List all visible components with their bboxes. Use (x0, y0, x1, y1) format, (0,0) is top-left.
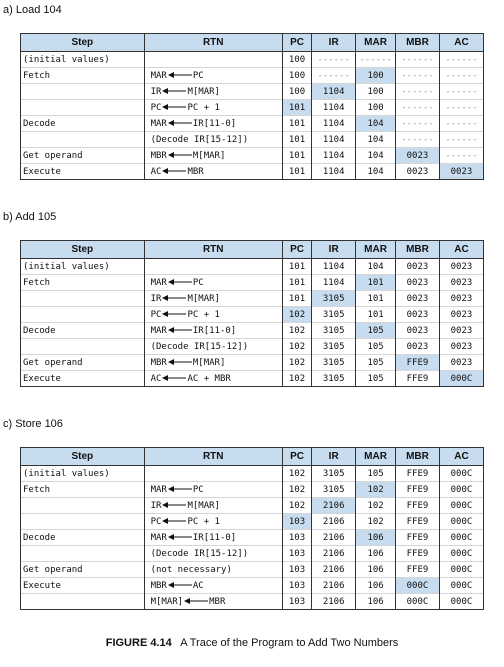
ac-cell: 0023 (439, 291, 483, 307)
header-row (21, 241, 484, 259)
ir-cell: 1104 (312, 164, 356, 180)
table-row (21, 116, 484, 132)
mbr-cell: FFE9 (395, 498, 439, 514)
ac-cell: 0023 (439, 164, 483, 180)
mar-cell: 104 (356, 148, 396, 164)
ac-cell: ------ (439, 148, 483, 164)
column-header-step: Step (21, 34, 145, 52)
ir-cell: 1104 (312, 100, 356, 116)
rtn-source: PC + 1 (187, 309, 220, 320)
column-header-mar: MAR (356, 241, 396, 259)
table-row (21, 482, 484, 498)
section-title: c) Store 106 (3, 418, 63, 430)
rtn-cell (144, 371, 282, 387)
ac-cell: 0023 (439, 275, 483, 291)
table-row (21, 148, 484, 164)
column-header-mbr: MBR (395, 34, 439, 52)
mar-cell: 104 (356, 132, 396, 148)
left-arrow-icon (168, 358, 192, 366)
rtn-cell (144, 546, 282, 562)
step-cell: Execute (21, 164, 145, 180)
step-cell: Fetch (21, 482, 145, 498)
mar-cell: ------ (356, 52, 396, 68)
mbr-cell: 0023 (395, 148, 439, 164)
rtn-cell (144, 259, 282, 275)
left-arrow-icon (162, 501, 186, 509)
rtn-source: PC (192, 70, 204, 81)
mbr-cell: 000C (395, 578, 439, 594)
pc-cell: 102 (282, 323, 311, 339)
rtn-cell (144, 323, 282, 339)
mar-cell: 106 (356, 594, 396, 610)
ir-cell: 2106 (312, 578, 356, 594)
mbr-cell: ------ (395, 68, 439, 84)
rtn-destination: IR (150, 500, 162, 511)
pc-cell: 103 (282, 546, 311, 562)
ir-cell: 2106 (312, 562, 356, 578)
table-row (21, 68, 484, 84)
left-arrow-icon (162, 310, 186, 318)
trace-table (20, 240, 484, 387)
rtn-cell (144, 291, 282, 307)
column-header-pc: PC (282, 34, 311, 52)
step-cell (21, 84, 145, 100)
mar-cell: 106 (356, 562, 396, 578)
mar-cell: 106 (356, 530, 396, 546)
step-cell: Decode (21, 530, 145, 546)
ir-cell: ------ (312, 52, 356, 68)
pc-cell: 103 (282, 562, 311, 578)
rtn-cell (144, 578, 282, 594)
left-arrow-icon (184, 597, 208, 605)
mbr-cell: FFE9 (395, 562, 439, 578)
ir-cell: 3105 (312, 466, 356, 482)
step-cell: (initial values) (21, 52, 145, 68)
mbr-cell: FFE9 (395, 482, 439, 498)
rtn-destination: AC (150, 166, 162, 177)
pc-cell: 100 (282, 68, 311, 84)
mbr-cell: ------ (395, 84, 439, 100)
table-row (21, 52, 484, 68)
step-cell: Execute (21, 578, 145, 594)
table-row (21, 291, 484, 307)
rtn-cell (144, 514, 282, 530)
table-row (21, 594, 484, 610)
pc-cell: 103 (282, 530, 311, 546)
ir-cell: 2106 (312, 498, 356, 514)
column-header-mbr: MBR (395, 241, 439, 259)
step-cell (21, 594, 145, 610)
rtn-source: PC (192, 484, 204, 495)
rtn-source: PC + 1 (187, 102, 220, 113)
column-header-ir: IR (312, 34, 356, 52)
pc-cell: 101 (282, 275, 311, 291)
mbr-cell: ------ (395, 100, 439, 116)
mbr-cell: FFE9 (395, 546, 439, 562)
pc-cell: 101 (282, 132, 311, 148)
ir-cell: 3105 (312, 482, 356, 498)
table-row (21, 307, 484, 323)
step-cell: Execute (21, 371, 145, 387)
figure-caption-text: A Trace of the Program to Add Two Numbers (180, 637, 399, 649)
rtn-source: IR[11-0] (192, 532, 237, 543)
mbr-cell: ------ (395, 132, 439, 148)
mar-cell: 106 (356, 578, 396, 594)
pc-cell: 103 (282, 594, 311, 610)
mbr-cell: ------ (395, 116, 439, 132)
pc-cell: 102 (282, 371, 311, 387)
ir-cell: 1104 (312, 116, 356, 132)
ir-cell: 3105 (312, 355, 356, 371)
table-row (21, 132, 484, 148)
mar-cell: 102 (356, 482, 396, 498)
mbr-cell: 0023 (395, 291, 439, 307)
figure-number: FIGURE 4.14 (105, 637, 172, 649)
mbr-cell: 0023 (395, 339, 439, 355)
rtn-destination: MAR (150, 484, 167, 495)
left-arrow-icon (168, 119, 192, 127)
mar-cell: 104 (356, 164, 396, 180)
ir-cell: 1104 (312, 275, 356, 291)
rtn-cell (144, 594, 282, 610)
step-cell: Get operand (21, 148, 145, 164)
table-row (21, 546, 484, 562)
column-header-rtn: RTN (144, 448, 282, 466)
ac-cell: 000C (439, 371, 483, 387)
table-row (21, 530, 484, 546)
rtn-source: AC + MBR (187, 373, 231, 384)
rtn-destination: MAR (150, 118, 167, 129)
mar-cell: 101 (356, 307, 396, 323)
step-cell (21, 514, 145, 530)
rtn-cell (144, 275, 282, 291)
ac-cell: 000C (439, 498, 483, 514)
column-header-ir: IR (312, 448, 356, 466)
left-arrow-icon (162, 103, 186, 111)
ir-cell: 1104 (312, 84, 356, 100)
column-header-pc: PC (282, 448, 311, 466)
rtn-cell (144, 307, 282, 323)
left-arrow-icon (168, 278, 192, 286)
column-header-ac: AC (439, 448, 483, 466)
ac-cell: ------ (439, 132, 483, 148)
ac-cell: ------ (439, 84, 483, 100)
pc-cell: 102 (282, 355, 311, 371)
ac-cell: 000C (439, 546, 483, 562)
mar-cell: 105 (356, 323, 396, 339)
left-arrow-icon (168, 71, 192, 79)
rtn-cell (144, 116, 282, 132)
rtn-cell (144, 530, 282, 546)
section-title: a) Load 104 (3, 4, 62, 16)
step-cell (21, 307, 145, 323)
rtn-text: (Decode IR[15-12]) (150, 341, 249, 352)
rtn-destination: IR (150, 293, 162, 304)
ac-cell: ------ (439, 100, 483, 116)
table-row (21, 275, 484, 291)
mar-cell: 105 (356, 466, 396, 482)
rtn-source: PC + 1 (187, 516, 220, 527)
rtn-cell (144, 339, 282, 355)
rtn-cell (144, 148, 282, 164)
table-row (21, 339, 484, 355)
left-arrow-icon (162, 294, 186, 302)
ac-cell: 0023 (439, 323, 483, 339)
rtn-cell (144, 355, 282, 371)
ac-cell: 000C (439, 562, 483, 578)
rtn-destination: PC (150, 516, 162, 527)
rtn-destination: MAR (150, 70, 167, 81)
pc-cell: 101 (282, 291, 311, 307)
rtn-cell (144, 68, 282, 84)
mbr-cell: 0023 (395, 323, 439, 339)
table-row (21, 562, 484, 578)
rtn-destination: MAR (150, 325, 167, 336)
step-cell: (initial values) (21, 466, 145, 482)
left-arrow-icon (162, 167, 186, 175)
mar-cell: 102 (356, 514, 396, 530)
rtn-source: AC (192, 580, 204, 591)
ac-cell: 000C (439, 466, 483, 482)
rtn-cell (144, 100, 282, 116)
column-header-ir: IR (312, 241, 356, 259)
rtn-source: IR[11-0] (192, 325, 237, 336)
mbr-cell: 000C (395, 594, 439, 610)
step-cell: Get operand (21, 562, 145, 578)
step-cell (21, 339, 145, 355)
ac-cell: 0023 (439, 259, 483, 275)
ir-cell: 3105 (312, 307, 356, 323)
step-cell: Fetch (21, 275, 145, 291)
rtn-source: PC (192, 277, 204, 288)
pc-cell: 101 (282, 116, 311, 132)
step-cell: Fetch (21, 68, 145, 84)
rtn-source: MBR (209, 596, 226, 607)
left-arrow-icon (168, 581, 192, 589)
step-cell (21, 132, 145, 148)
ac-cell: 0023 (439, 339, 483, 355)
ir-cell: 3105 (312, 339, 356, 355)
column-header-step: Step (21, 241, 145, 259)
mbr-cell: 0023 (395, 307, 439, 323)
step-cell (21, 498, 145, 514)
rtn-destination: AC (150, 373, 162, 384)
ir-cell: 1104 (312, 148, 356, 164)
step-cell (21, 100, 145, 116)
ir-cell: 3105 (312, 323, 356, 339)
column-header-step: Step (21, 448, 145, 466)
pc-cell: 101 (282, 259, 311, 275)
mar-cell: 102 (356, 498, 396, 514)
rtn-cell (144, 466, 282, 482)
mar-cell: 106 (356, 546, 396, 562)
step-cell: (initial values) (21, 259, 145, 275)
ac-cell: 000C (439, 578, 483, 594)
rtn-cell (144, 84, 282, 100)
ac-cell: 000C (439, 594, 483, 610)
rtn-source: M[MAR] (187, 86, 220, 97)
column-header-rtn: RTN (144, 241, 282, 259)
trace-table (20, 447, 484, 610)
ac-cell: 000C (439, 514, 483, 530)
table-row (21, 323, 484, 339)
mbr-cell: 0023 (395, 259, 439, 275)
rtn-cell (144, 498, 282, 514)
header-row (21, 448, 484, 466)
mar-cell: 104 (356, 259, 396, 275)
rtn-destination: M[MAR] (150, 596, 184, 607)
mbr-cell: ------ (395, 52, 439, 68)
section-title: b) Add 105 (3, 211, 57, 223)
ir-cell: 1104 (312, 132, 356, 148)
left-arrow-icon (162, 374, 186, 382)
mbr-cell: FFE9 (395, 466, 439, 482)
mar-cell: 101 (356, 291, 396, 307)
rtn-destination: IR (150, 86, 162, 97)
pc-cell: 102 (282, 307, 311, 323)
rtn-cell (144, 482, 282, 498)
pc-cell: 101 (282, 148, 311, 164)
rtn-destination: MBR (150, 357, 167, 368)
table-row (21, 371, 484, 387)
ac-cell: 0023 (439, 307, 483, 323)
table-row (21, 100, 484, 116)
mbr-cell: FFE9 (395, 371, 439, 387)
ir-cell: 2106 (312, 594, 356, 610)
mar-cell: 105 (356, 355, 396, 371)
rtn-text: (not necessary) (150, 564, 232, 575)
ac-cell: ------ (439, 52, 483, 68)
ir-cell: 1104 (312, 259, 356, 275)
header-row (21, 34, 484, 52)
mar-cell: 105 (356, 339, 396, 355)
rtn-cell (144, 52, 282, 68)
ir-cell: 3105 (312, 291, 356, 307)
ir-cell: 2106 (312, 530, 356, 546)
rtn-source: M[MAR] (192, 357, 226, 368)
table-row (21, 466, 484, 482)
table-row (21, 84, 484, 100)
column-header-mar: MAR (356, 448, 396, 466)
column-header-ac: AC (439, 34, 483, 52)
left-arrow-icon (168, 326, 192, 334)
rtn-destination: MAR (150, 277, 167, 288)
step-cell (21, 291, 145, 307)
pc-cell: 102 (282, 498, 311, 514)
mar-cell: 105 (356, 371, 396, 387)
rtn-destination: MBR (150, 580, 167, 591)
mar-cell: 100 (356, 84, 396, 100)
trace-table (20, 33, 484, 180)
step-cell: Decode (21, 116, 145, 132)
mbr-cell: 0023 (395, 164, 439, 180)
rtn-text: (Decode IR[15-12]) (150, 548, 249, 559)
table-row (21, 259, 484, 275)
mar-cell: 100 (356, 100, 396, 116)
left-arrow-icon (168, 151, 192, 159)
left-arrow-icon (162, 87, 186, 95)
figure-caption (0, 637, 504, 649)
left-arrow-icon (168, 485, 192, 493)
step-cell: Get operand (21, 355, 145, 371)
mar-cell: 100 (356, 68, 396, 84)
rtn-source: MBR (187, 166, 204, 177)
rtn-destination: MAR (150, 532, 167, 543)
pc-cell: 102 (282, 466, 311, 482)
pc-cell: 103 (282, 514, 311, 530)
pc-cell: 102 (282, 339, 311, 355)
ac-cell: 000C (439, 482, 483, 498)
column-header-mbr: MBR (395, 448, 439, 466)
rtn-cell (144, 132, 282, 148)
mbr-cell: FFE9 (395, 514, 439, 530)
ir-cell: ------ (312, 68, 356, 84)
ir-cell: 2106 (312, 546, 356, 562)
rtn-destination: PC (150, 309, 162, 320)
ac-cell: ------ (439, 116, 483, 132)
pc-cell: 103 (282, 578, 311, 594)
table-row (21, 498, 484, 514)
mbr-cell: FFE9 (395, 355, 439, 371)
rtn-destination: MBR (150, 150, 167, 161)
column-header-pc: PC (282, 241, 311, 259)
ac-cell: 000C (439, 530, 483, 546)
step-cell (21, 546, 145, 562)
rtn-cell (144, 562, 282, 578)
mar-cell: 101 (356, 275, 396, 291)
rtn-source: M[MAR] (187, 293, 220, 304)
rtn-source: M[MAR] (192, 150, 226, 161)
table-row (21, 164, 484, 180)
ir-cell: 2106 (312, 514, 356, 530)
column-header-rtn: RTN (144, 34, 282, 52)
table-row (21, 578, 484, 594)
rtn-destination: PC (150, 102, 162, 113)
rtn-source: IR[11-0] (192, 118, 237, 129)
rtn-text: (Decode IR[15-12]) (150, 134, 249, 145)
rtn-cell (144, 164, 282, 180)
mbr-cell: 0023 (395, 275, 439, 291)
column-header-mar: MAR (356, 34, 396, 52)
left-arrow-icon (162, 517, 186, 525)
column-header-ac: AC (439, 241, 483, 259)
pc-cell: 101 (282, 164, 311, 180)
pc-cell: 100 (282, 52, 311, 68)
mar-cell: 104 (356, 116, 396, 132)
pc-cell: 102 (282, 482, 311, 498)
table-row (21, 355, 484, 371)
mbr-cell: FFE9 (395, 530, 439, 546)
ac-cell: ------ (439, 68, 483, 84)
ir-cell: 3105 (312, 371, 356, 387)
left-arrow-icon (168, 533, 192, 541)
ac-cell: 0023 (439, 355, 483, 371)
pc-cell: 100 (282, 84, 311, 100)
rtn-source: M[MAR] (187, 500, 220, 511)
pc-cell: 101 (282, 100, 311, 116)
step-cell: Decode (21, 323, 145, 339)
table-row (21, 514, 484, 530)
